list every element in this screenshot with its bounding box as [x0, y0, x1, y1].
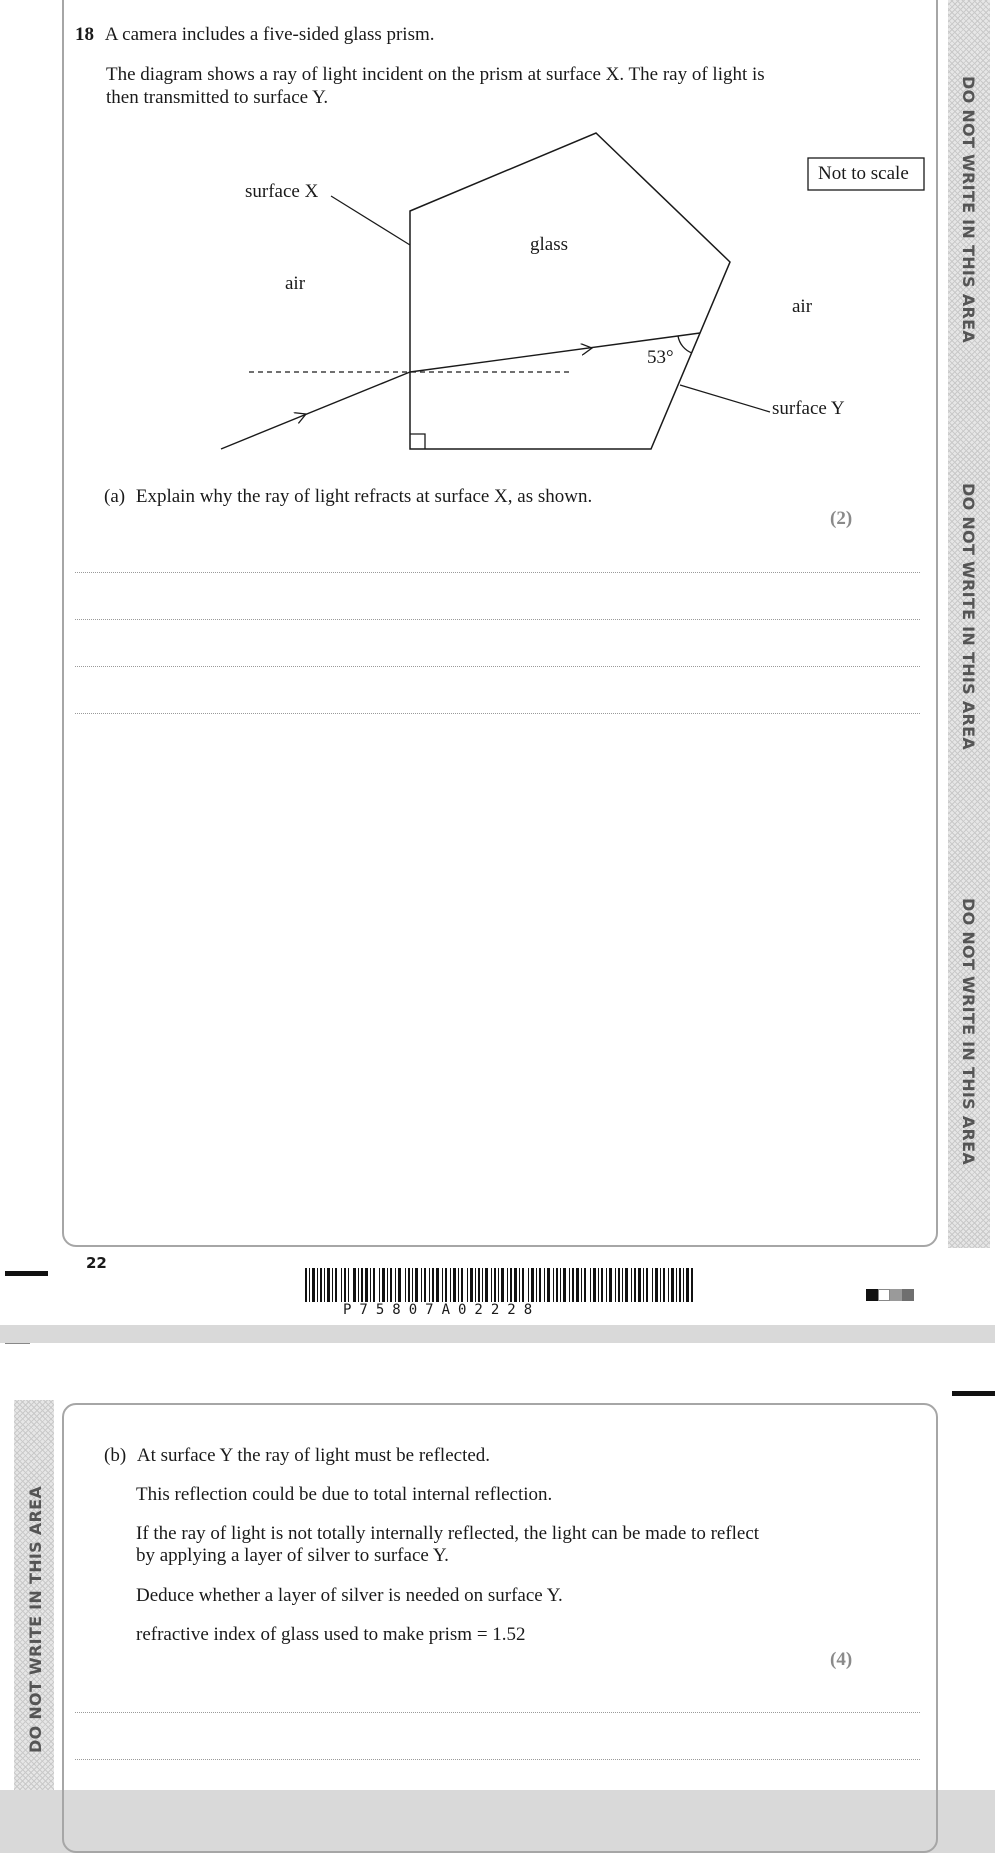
exam-page-23: [0, 1343, 995, 1790]
not-to-scale-label: Not to scale: [818, 163, 909, 184]
glass-prism: [410, 133, 730, 449]
crop-mark: [5, 1343, 30, 1344]
diagram-description-line2: then transmitted to surface Y.: [106, 87, 329, 108]
do-not-write-label: DO NOT WRITE IN THIS AREA: [959, 898, 978, 1166]
part-b-intro: At surface Y the ray of light must be reflected.: [136, 1445, 491, 1466]
answer-line[interactable]: [75, 713, 920, 714]
answer-line[interactable]: [75, 619, 920, 620]
part-b-line2: This reflection could be due to total internal reflection.: [136, 1484, 553, 1505]
surface-y-leader: [680, 385, 770, 412]
part-b-line3a: If the ray of light is not totally internally reflected, the light can be made to reflect: [136, 1523, 760, 1544]
barcode-number: P75807A02228: [343, 1302, 541, 1318]
glass-label: glass: [530, 234, 568, 255]
part-a-question: [104, 486, 592, 508]
page-number: 22: [86, 1254, 107, 1272]
angle-label: 53°: [647, 347, 674, 368]
part-b-line1: [104, 1445, 490, 1467]
do-not-write-label: DO NOT WRITE IN THIS AREA: [26, 1485, 45, 1753]
prism-diagram: [0, 0, 995, 470]
air-left-label: air: [285, 273, 306, 294]
registration-mark: [5, 1271, 48, 1276]
part-a-label: (a): [104, 486, 126, 507]
question-number: 18: [75, 24, 94, 45]
diagram-description-line1: The diagram shows a ray of light incident on the prism at surface X. The ray of light is: [106, 64, 765, 85]
part-b-line3b: by applying a layer of silver to surface Y.: [136, 1545, 449, 1566]
right-angle-marker: [410, 434, 425, 449]
surface-x-label: surface X: [245, 181, 319, 202]
part-b-marks: (4): [830, 1649, 853, 1670]
part-b-line5: refractive index of glass used to make prism = 1.52: [136, 1624, 526, 1645]
do-not-write-label: DO NOT WRITE IN THIS AREA: [959, 483, 978, 751]
do-not-write-label: DO NOT WRITE IN THIS AREA: [959, 76, 978, 344]
surface-y-label: surface Y: [772, 398, 845, 419]
question-intro: A camera includes a five-sided glass prism.: [104, 24, 435, 45]
answer-line[interactable]: [75, 1712, 920, 1713]
part-b-label: (b): [104, 1445, 127, 1466]
answer-line[interactable]: [75, 1759, 920, 1760]
angle-arc: [678, 336, 692, 353]
surface-x-leader: [331, 196, 410, 245]
part-b-line4: Deduce whether a layer of silver is needed on surface Y.: [136, 1585, 563, 1606]
incident-ray: [221, 372, 410, 449]
colour-registration-boxes: [866, 1289, 914, 1301]
registration-mark: [952, 1391, 995, 1396]
air-right-label: air: [792, 296, 813, 317]
answer-line[interactable]: [75, 572, 920, 573]
part-a-text: Explain why the ray of light refracts at surface X, as shown.: [135, 486, 593, 507]
answer-line[interactable]: [75, 666, 920, 667]
barcode: [305, 1268, 695, 1304]
part-a-marks: (2): [830, 508, 853, 529]
